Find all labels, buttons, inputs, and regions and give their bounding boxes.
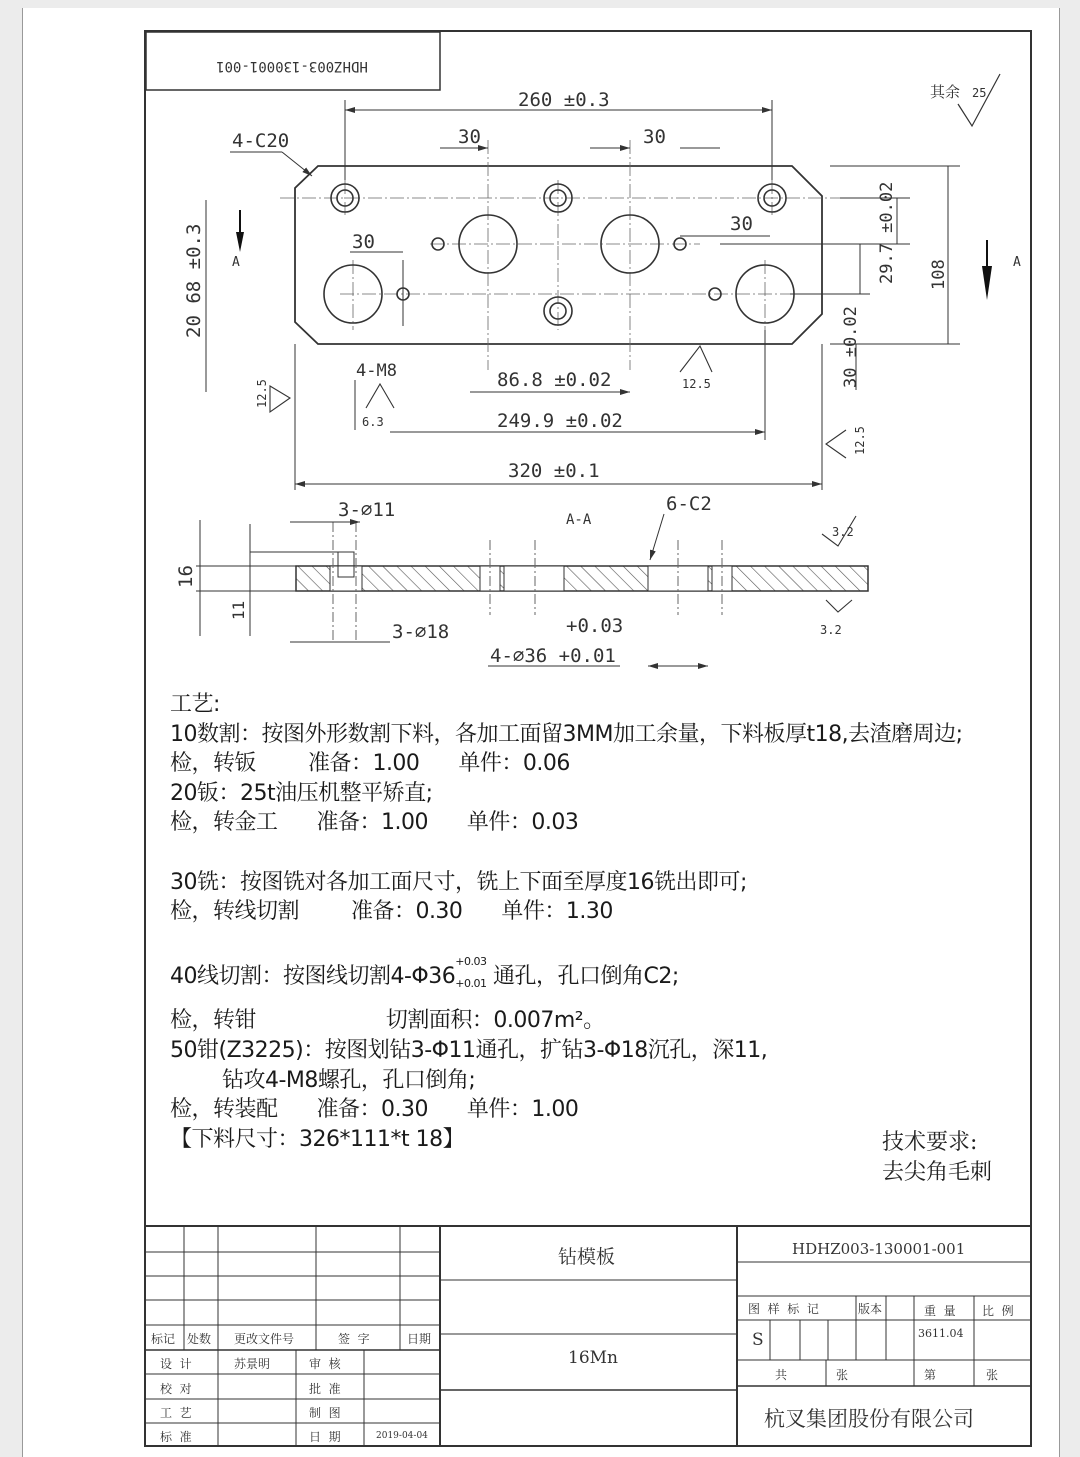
label-approve: 批 准 bbox=[309, 1382, 341, 1396]
label-total: 共 bbox=[775, 1368, 788, 1382]
header-change-doc: 更改文件号 bbox=[234, 1332, 295, 1346]
svg-text:20 68 ±0.3: 20 68 ±0.3 bbox=[183, 223, 205, 338]
process-line: 50钳(Z3225)：按图划钻3-Φ11通孔，扩钻3-Φ18沉孔，深11, bbox=[170, 1037, 768, 1063]
weight-value: 3611.04 bbox=[918, 1327, 964, 1340]
tolerance-upper: +0.03 bbox=[455, 955, 487, 969]
tech-req-item: 去尖角毛刺 bbox=[882, 1160, 993, 1185]
header-count: 处数 bbox=[187, 1332, 212, 1346]
date-value: 2019-04-04 bbox=[376, 1431, 428, 1441]
label-weight: 重 量 bbox=[924, 1304, 956, 1318]
label-scale: 比 例 bbox=[982, 1304, 1014, 1318]
svg-text:4-M8: 4-M8 bbox=[356, 361, 397, 381]
line40-rest: 通孔，孔口倒角C2; bbox=[486, 964, 679, 990]
svg-text:A: A bbox=[1013, 255, 1021, 270]
svg-text:A: A bbox=[232, 255, 240, 270]
process-line: 钻攻4-M8螺孔，孔口倒角; bbox=[170, 1067, 476, 1093]
svg-text:16: 16 bbox=[175, 565, 197, 588]
part-name: 钻模板 bbox=[558, 1246, 616, 1268]
svg-text:A-A: A-A bbox=[566, 512, 592, 528]
svg-text:108: 108 bbox=[929, 259, 949, 290]
svg-text:30: 30 bbox=[458, 126, 481, 148]
process-line: 检，转钣 准备：1.00 单件：0.06 bbox=[170, 751, 570, 777]
drawing-number: HDHZ003-130001-001 bbox=[792, 1240, 966, 1258]
tech-req-title: 技术要求: bbox=[882, 1130, 978, 1155]
designer-name: 苏景明 bbox=[234, 1357, 271, 1371]
svg-text:249.9 ±0.02: 249.9 ±0.02 bbox=[497, 410, 623, 432]
svg-text:3.2: 3.2 bbox=[820, 623, 842, 637]
svg-text:30: 30 bbox=[730, 213, 753, 235]
svg-text:3.2: 3.2 bbox=[832, 525, 854, 539]
mark-value: S bbox=[752, 1330, 764, 1350]
tolerance-lower: +0.01 bbox=[455, 977, 487, 991]
svg-text:12.5: 12.5 bbox=[853, 426, 867, 455]
label-sheets: 张 bbox=[836, 1368, 849, 1382]
header-mark: 标记 bbox=[151, 1332, 176, 1346]
svg-text:29.7 ±0.02: 29.7 ±0.02 bbox=[877, 181, 897, 284]
svg-text:+0.03: +0.03 bbox=[566, 615, 624, 637]
svg-text:260 ±0.3: 260 ±0.3 bbox=[518, 89, 610, 111]
process-line: 检，转装配 准备：0.30 单件：1.00 bbox=[170, 1097, 579, 1123]
svg-text:12.5: 12.5 bbox=[255, 379, 269, 408]
svg-text:3-∅11: 3-∅11 bbox=[338, 499, 396, 521]
label-version: 版本 bbox=[858, 1302, 883, 1316]
material: 16Mn bbox=[568, 1348, 618, 1368]
label-design: 设 计 bbox=[160, 1357, 192, 1371]
process-line: 10数割：按图外形数割下料，各加工面留3MM加工余量，下料板厚t18,去渣磨周边; bbox=[170, 721, 963, 747]
process-line: 30铣：按图铣对各加工面尺寸，铣上下面至厚度16铣出即可; bbox=[170, 869, 747, 895]
svg-text:11: 11 bbox=[229, 600, 248, 620]
svg-text:4-C20: 4-C20 bbox=[232, 130, 290, 152]
svg-text:320 ±0.1: 320 ±0.1 bbox=[508, 460, 600, 482]
svg-text:12.5: 12.5 bbox=[682, 377, 711, 391]
line40-main: 40线切割：按图线切割4-Φ36 bbox=[170, 964, 456, 990]
svg-text:6-C2: 6-C2 bbox=[666, 493, 712, 515]
process-line: 检，转金工 准备：1.00 单件：0.03 bbox=[170, 810, 579, 836]
process-line: 【下料尺寸：326*111*t 18】 bbox=[170, 1126, 465, 1152]
label-check: 校 对 bbox=[160, 1382, 192, 1396]
svg-text:其余: 其余 bbox=[930, 83, 961, 101]
process-line: 20钣：25t油压机整平矫直; bbox=[170, 780, 433, 806]
label-draw: 制 图 bbox=[309, 1406, 341, 1420]
label-standard: 标 准 bbox=[160, 1430, 192, 1444]
svg-text:30: 30 bbox=[352, 231, 375, 253]
label-page: 第 bbox=[924, 1368, 937, 1382]
svg-text:86.8 ±0.02: 86.8 ±0.02 bbox=[497, 369, 612, 391]
process-line: 检，转钳 切割面积：0.007m²。 bbox=[170, 1008, 605, 1034]
code-box-text: HDHZ003-130001-001 bbox=[216, 58, 368, 74]
label-sheets-2: 张 bbox=[986, 1368, 999, 1382]
svg-text:25: 25 bbox=[972, 86, 987, 100]
label-date: 日 期 bbox=[309, 1430, 341, 1444]
process-line: 检，转线切割 准备：0.30 单件：1.30 bbox=[170, 899, 613, 925]
svg-text:4-∅36 +0.01: 4-∅36 +0.01 bbox=[490, 645, 616, 667]
svg-text:30 ±0.02: 30 ±0.02 bbox=[841, 306, 861, 388]
label-sample-mark: 图 样 标 记 bbox=[748, 1302, 819, 1316]
label-process: 工 艺 bbox=[160, 1406, 192, 1420]
company-name: 杭叉集团股份有限公司 bbox=[764, 1407, 974, 1431]
label-review: 审 核 bbox=[309, 1357, 341, 1371]
svg-text:3-∅18: 3-∅18 bbox=[392, 621, 450, 643]
header-sign: 签 字 bbox=[338, 1332, 370, 1346]
process-line: 工艺: bbox=[170, 692, 220, 717]
svg-text:30: 30 bbox=[643, 126, 666, 148]
svg-text:6.3: 6.3 bbox=[362, 415, 384, 429]
header-date: 日期 bbox=[407, 1332, 432, 1346]
